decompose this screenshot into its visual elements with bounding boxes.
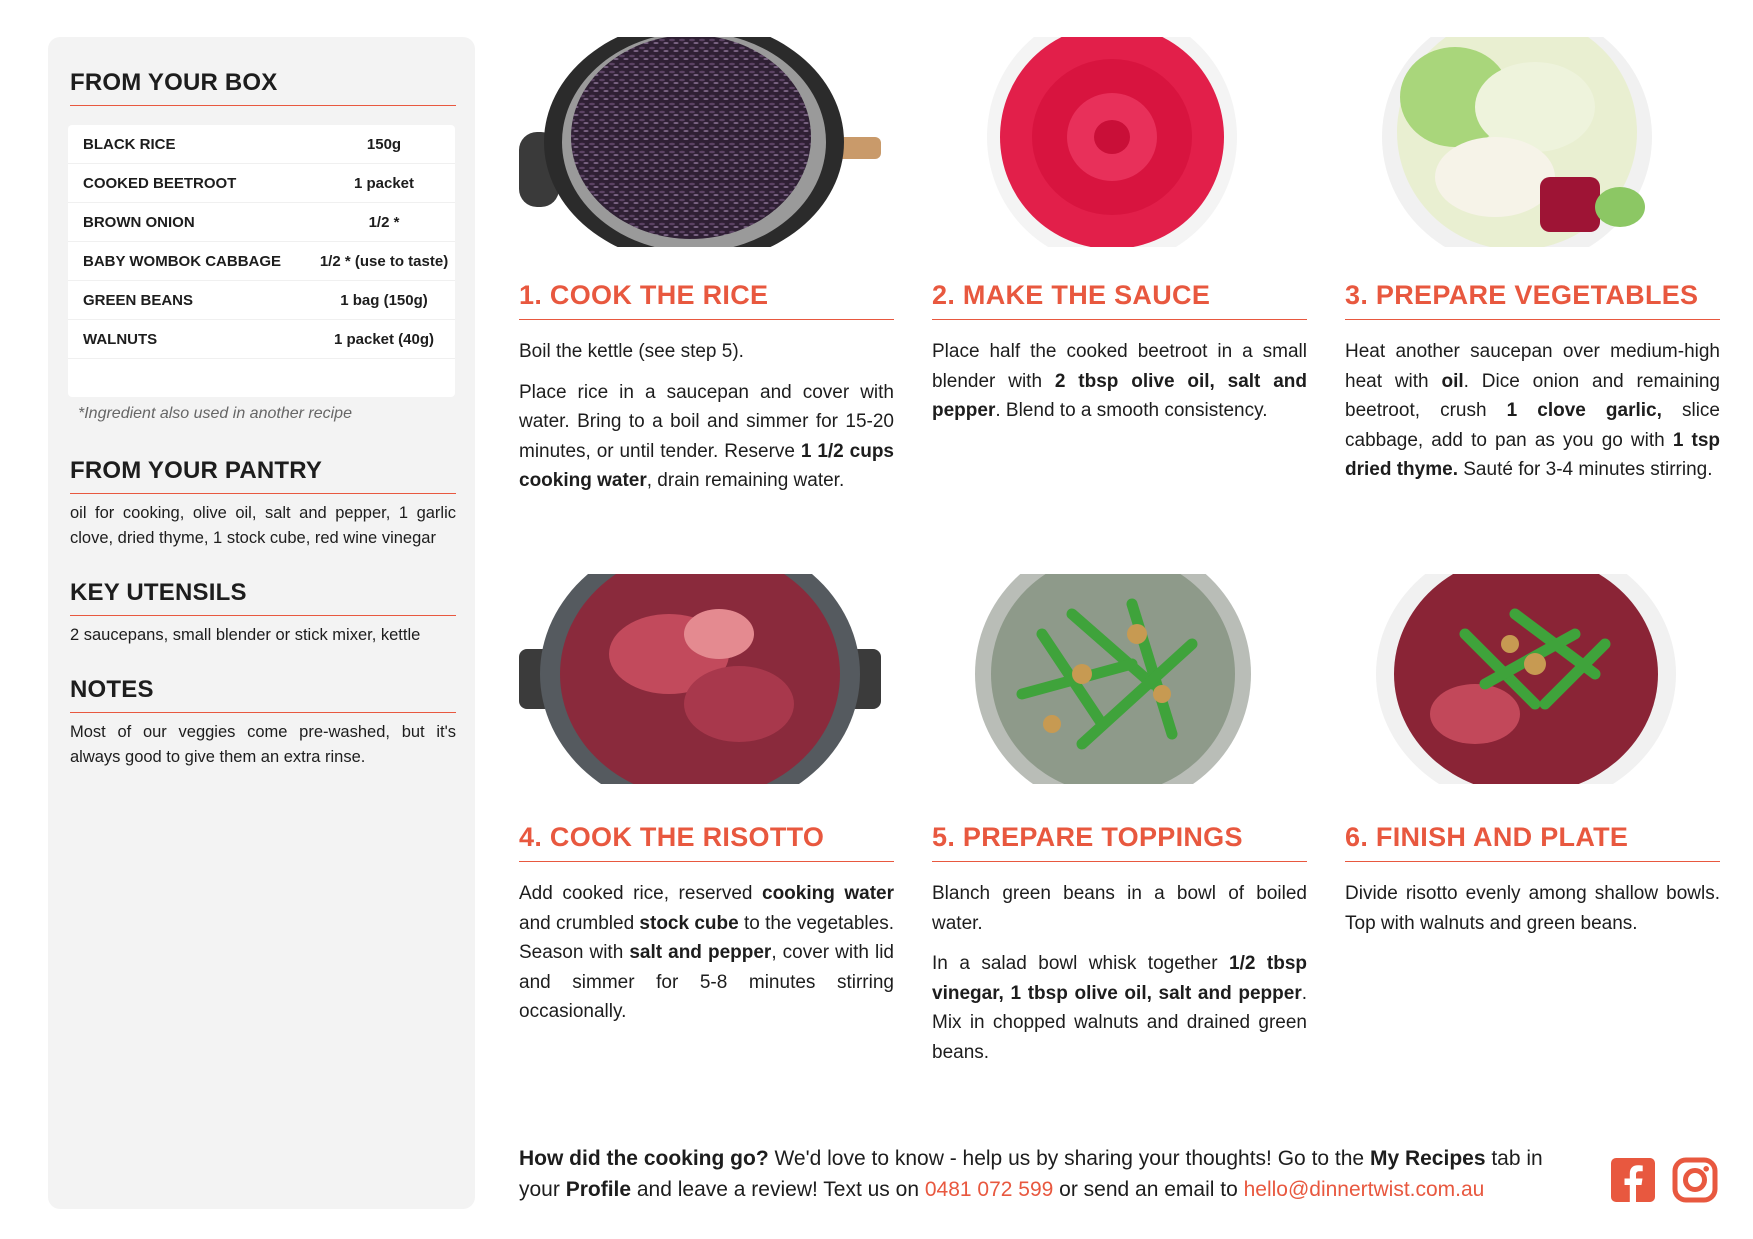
pantry-heading: FROM YOUR PANTRY xyxy=(70,457,456,494)
ingredient-row xyxy=(68,125,455,164)
email-link[interactable]: hello@dinnertwist.com.au xyxy=(1243,1178,1485,1201)
step-2-photo xyxy=(932,37,1294,247)
ingredient-footnote: *Ingredient also used in another recipe xyxy=(78,405,352,422)
step-5-text: Blanch green beans in a bowl of boiled water. In a salad bowl whisk together 1/2 tbsp vinegar, 1 tbsp olive oil, salt and pepper. Mix in chopped walnuts and drained green beans. xyxy=(932,883,1307,1063)
ingredient-name: WALNUTS xyxy=(83,330,158,348)
from-your-box-heading: FROM YOUR BOX xyxy=(70,69,456,106)
ingredients-sidebar xyxy=(48,37,475,1209)
notes-text: Most of our veggies come pre-washed, but it's always good to give them an extra rinse. xyxy=(70,723,456,766)
ingredient-qty: 150g xyxy=(366,135,402,153)
step-2-heading: 2. MAKE THE SAUCE xyxy=(932,280,1307,320)
step-4-heading: 4. COOK THE RISOTTO xyxy=(519,822,894,862)
step-6-photo xyxy=(1345,574,1707,784)
ingredient-name: BLACK RICE xyxy=(83,135,176,153)
step-1-text xyxy=(519,337,894,507)
step-6-text: Divide risotto evenly among shallow bowls. Top with walnuts and green beans. xyxy=(1345,883,1720,934)
step-5-photo xyxy=(932,574,1294,784)
ingredient-row xyxy=(68,164,455,203)
step-2-text: Place half the cooked beetroot in a small blender with 2 tbsp olive oil, salt and pepper. Blend to a smooth consistency. xyxy=(932,341,1307,421)
step-4-text: Add cooked rice, reserved cooking water and crumbled stock cube to the vegetables. Season with salt and pepper, cover with lid and simmer for 5-8 minutes stirring occasionally. xyxy=(519,883,895,1022)
instagram-icon[interactable] xyxy=(1672,1157,1718,1203)
step-1-para-1: Boil the kettle (see step 5). xyxy=(519,341,744,362)
step-1-para-2: Place rice in a saucepan and cover with water. Bring to a boil and simmer for 15-20 minutes, or until tender. Reserve 1 1/2 cups cooking water, drain remaining water. xyxy=(519,381,894,491)
ingredient-name: GREEN BEANS xyxy=(83,291,194,309)
step-4-photo xyxy=(519,574,881,784)
feedback-question: How did the cooking go? xyxy=(519,1147,769,1170)
step-1-heading: 1. COOK THE RICE xyxy=(519,280,894,320)
notes-heading: NOTES xyxy=(70,676,456,713)
step-3-photo xyxy=(1345,37,1707,247)
ingredient-row xyxy=(68,242,455,281)
ingredient-name: BROWN ONION xyxy=(83,213,195,231)
ingredient-row xyxy=(68,320,455,359)
facebook-icon[interactable] xyxy=(1610,1157,1656,1203)
step-1-photo xyxy=(519,37,881,247)
ingredient-qty: 1/2 * xyxy=(368,213,400,231)
ingredients-table xyxy=(68,125,455,397)
feedback-footer: How did the cooking go? We'd love to know - help us by sharing your thoughts! Go to the My Recipes tab in your Profile and leave a review! Text us on 0481 072 599 or send an email to hello@dinnertwist.com.au xyxy=(519,1147,1543,1201)
ingredient-row xyxy=(68,281,455,320)
ingredient-qty: 1/2 * (use to taste) xyxy=(319,252,449,270)
ingredient-qty: 1 packet xyxy=(353,174,415,192)
ingredient-qty: 1 packet (40g) xyxy=(333,330,435,348)
ingredient-qty: 1 bag (150g) xyxy=(340,291,428,309)
step-3-heading: 3. PREPARE VEGETABLES xyxy=(1345,280,1720,320)
utensils-text: 2 saucepans, small blender or stick mixer, kettle xyxy=(70,626,421,644)
step-3-text: Heat another saucepan over medium-high heat with oil. Dice onion and remaining beetroot, crush 1 clove garlic, slice cabbage, add to pan as you go with 1 tsp dried thyme. Sauté for 3-4 minutes stirring. xyxy=(1345,341,1720,480)
ingredient-name: COOKED BEETROOT xyxy=(83,174,237,192)
ingredient-name: BABY WOMBOK CABBAGE xyxy=(83,252,282,270)
step-6-heading: 6. FINISH AND PLATE xyxy=(1345,822,1720,862)
phone-link[interactable]: 0481 072 599 xyxy=(924,1178,1054,1201)
ingredient-row xyxy=(68,203,455,242)
ingredient-empty-row xyxy=(68,359,455,397)
pantry-text: oil for cooking, olive oil, salt and pepper, 1 garlic clove, dried thyme, 1 stock cube, red wine vinegar xyxy=(70,504,456,547)
utensils-heading: KEY UTENSILS xyxy=(70,579,456,616)
step-5-heading: 5. PREPARE TOPPINGS xyxy=(932,822,1307,862)
